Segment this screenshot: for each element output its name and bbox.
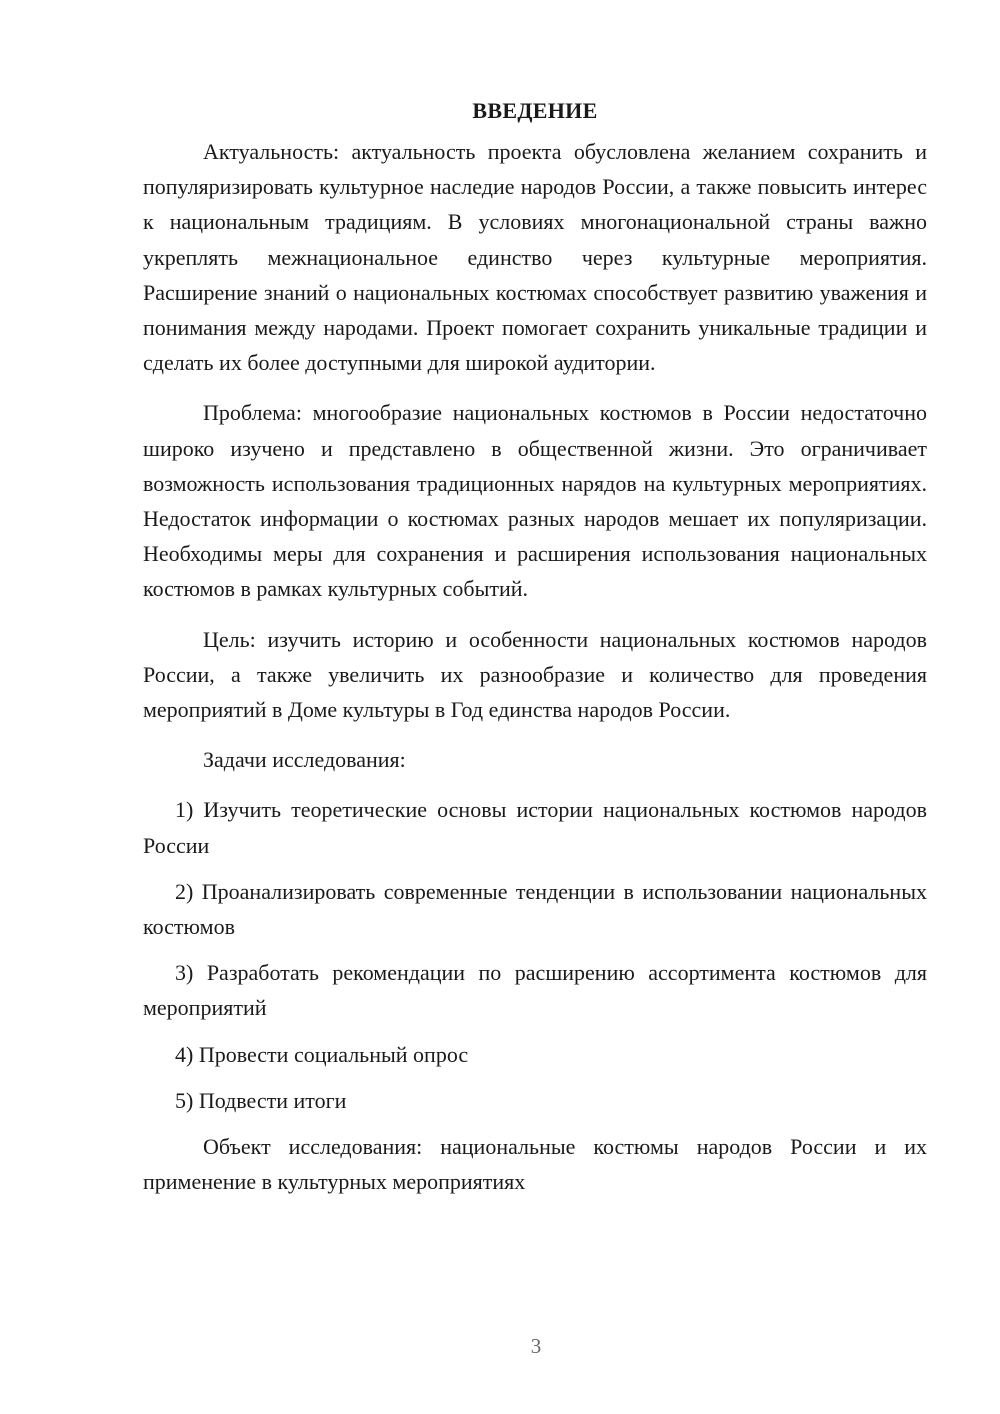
page-number: 3: [530, 1334, 542, 1358]
task-item-5: 5) Подвести итоги: [175, 1087, 347, 1113]
task-item-1: 1) Изучить теоретические основы истории национальных костюмов народов России: [143, 797, 927, 858]
paragraph-tasks-heading: Задачи исследования:: [203, 747, 406, 773]
paragraph-relevance: Актуальность: актуальность проекта обусловлена желанием сохранить и популяризировать культурное наследие народов России, а также повысить интерес к национальным традициям. В условиях многонациональной страны важно укреплять межнациональное единство через культурные мероприятия. Расширение знаний о национальных костюмах способствует развитию уважения и понимания между народами. Проект помогает сохранить уникальные традиции и сделать их более доступными для широкой аудитории.: [143, 139, 927, 376]
paragraph-goal: Цель: изучить историю и особенности национальных костюмов народов России, а также увеличить их разнообразие и количество для проведения мероприятий в Доме культуры в Год единства народов России.: [143, 626, 927, 723]
task-item-4: 4) Провести социальный опрос: [175, 1041, 469, 1067]
task-item-2: 2) Проанализировать современные тенденции в использовании национальных костюмов: [143, 878, 927, 940]
section-title: ВВЕДЕНИЕ: [472, 98, 598, 123]
task-item-3: 3) Разработать рекомендации по расширению ассортимента костюмов для мероприятий: [143, 960, 927, 1021]
page-content: [143, 96, 927, 1214]
paragraph-problem: Проблема: многообразие национальных костюмов в России недостаточно широко изучено и представлено в общественной жизни. Это ограничивает возможность использования традиционных нарядов на культурных мероприятиях. Недостаток информации о костюмах разных народов мешает их популяризации. Необходимы меры для сохранения и расширения использования национальных костюмов в рамках культурных событий.: [143, 400, 927, 602]
paragraph-object: Объект исследования: национальные костюмы народов России и их применение в культурных мероприятиях: [143, 1134, 927, 1195]
